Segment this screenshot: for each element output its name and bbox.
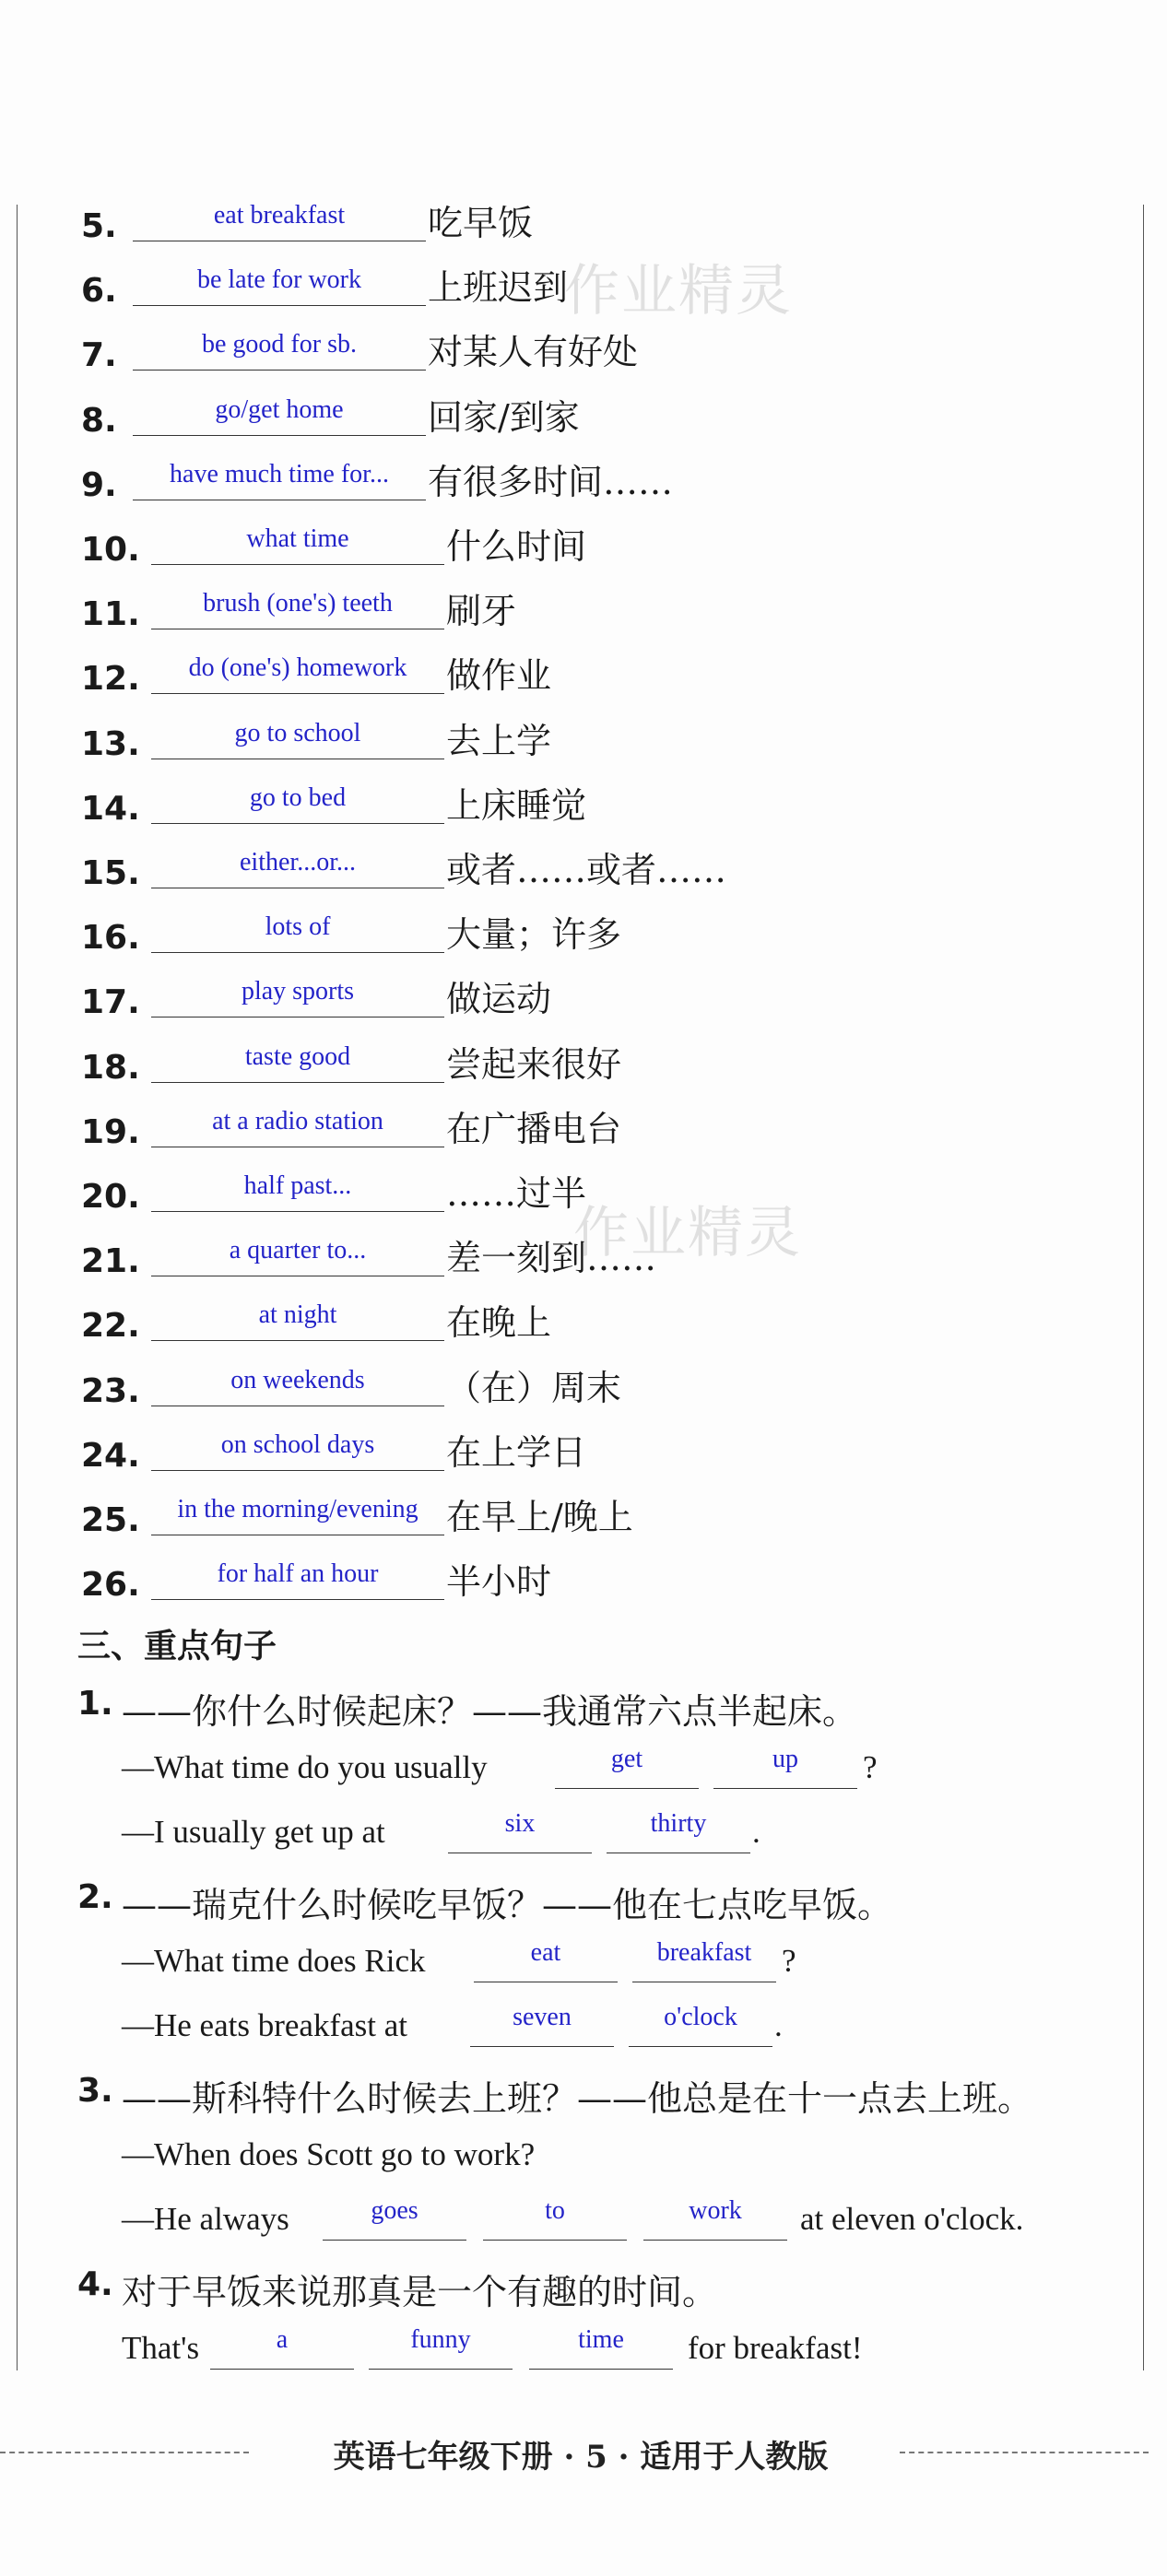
chinese-meaning: 在早上/晚上 — [446, 1497, 633, 1537]
blank-line — [210, 2369, 354, 2370]
phrase-row — [81, 971, 1114, 1027]
chinese-meaning: 有很多时间…… — [428, 462, 674, 502]
blank-line — [713, 1788, 857, 1789]
sentence-number: 2. — [77, 1878, 113, 1916]
answer-blank: work — [689, 2196, 742, 2225]
answer-blank: breakfast — [656, 1938, 752, 1967]
item-number: 21. — [81, 1242, 140, 1280]
item-number: 7. — [81, 336, 117, 374]
blank-line — [151, 564, 444, 565]
phrase-row — [81, 842, 1114, 898]
footer-divider — [0, 2452, 249, 2453]
phrase-row — [81, 1295, 1114, 1350]
answer-blank: six — [504, 1809, 536, 1838]
handwritten-answer: lots of — [265, 912, 331, 941]
chinese-meaning: 做作业 — [446, 655, 552, 696]
phrase-row — [81, 1037, 1114, 1092]
blank-line — [483, 2240, 627, 2241]
handwritten-answer: be good for sb. — [202, 330, 357, 359]
handwritten-answer: for half an hour — [217, 1559, 379, 1588]
sentence-chinese: ——瑞克什么时候吃早饭？——他在七点吃早饭。 — [122, 1885, 893, 1925]
item-number: 8. — [81, 402, 117, 440]
item-number: 5. — [81, 207, 117, 245]
sentence-question: —What time do you usually — [122, 1749, 488, 1785]
blank-line — [133, 305, 426, 306]
answer-blank: o'clock — [664, 2003, 737, 2031]
handwritten-answer: a quarter to... — [229, 1236, 367, 1264]
blank-line — [643, 2240, 787, 2241]
handwritten-answer: what time — [246, 524, 349, 553]
sentence-number: 1. — [77, 1685, 113, 1723]
answer-blank: eat — [530, 1938, 561, 1967]
chinese-meaning: 回家/到家 — [428, 397, 580, 438]
phrase-row — [81, 583, 1114, 639]
phrase-row — [81, 390, 1114, 445]
item-number: 15. — [81, 854, 140, 892]
punctuation: ? — [782, 1943, 796, 1979]
handwritten-answer: play sports — [241, 977, 355, 1006]
handwritten-answer: go to school — [234, 719, 361, 747]
watermark: 作业精灵 — [564, 259, 793, 323]
answer-blank: time — [578, 2325, 624, 2354]
punctuation: . — [752, 1814, 760, 1850]
page-footer — [0, 2424, 1167, 2479]
blank-line — [133, 435, 426, 436]
blank-line — [151, 693, 444, 694]
item-number: 26. — [81, 1566, 140, 1604]
chinese-meaning: 吃早饭 — [428, 203, 534, 243]
phrase-row — [81, 713, 1114, 769]
answer-blank: to — [545, 2196, 565, 2225]
item-number: 22. — [81, 1307, 140, 1345]
answer-blank: a — [276, 2325, 289, 2354]
blank-line — [369, 2369, 513, 2370]
sentence-answer: —I usually get up at — [122, 1814, 385, 1850]
handwritten-answer: brush (one's) teeth — [203, 589, 393, 618]
phrase-row — [81, 454, 1114, 510]
footer-divider — [900, 2452, 1149, 2453]
sentence-chinese: ——斯科特什么时候去上班？——他总是在十一点去上班。 — [122, 2078, 1033, 2119]
phrase-row — [81, 648, 1114, 703]
item-number: 16. — [81, 919, 140, 957]
handwritten-answer: on weekends — [230, 1366, 365, 1394]
chinese-meaning: 做运动 — [446, 979, 552, 1019]
item-number: 23. — [81, 1372, 140, 1410]
handwritten-answer: eat breakfast — [213, 201, 346, 229]
item-number: 10. — [81, 531, 140, 569]
chinese-meaning: 在晚上 — [446, 1302, 552, 1343]
sentence-answer: —He eats breakfast at — [122, 2007, 407, 2043]
answer-blank: seven — [513, 2003, 572, 2031]
sentence-number: 4. — [77, 2265, 113, 2303]
item-number: 11. — [81, 595, 140, 633]
chinese-meaning: 大量；许多 — [446, 914, 622, 955]
handwritten-answer: taste good — [244, 1042, 351, 1071]
footer-text: 英语七年级下册 · 5 · 适用于人教版 — [333, 2439, 829, 2476]
phrase-row — [81, 907, 1114, 962]
sentence-tail: at eleven o'clock. — [800, 2201, 1024, 2237]
watermark: 作业精灵 — [573, 1201, 802, 1265]
handwritten-answer: go to bed — [249, 783, 347, 812]
blank-line — [151, 1211, 444, 1212]
phrase-row — [81, 519, 1114, 574]
sentence-question: —What time does Rick — [122, 1943, 426, 1979]
blank-line — [323, 2240, 466, 2241]
phrase-row — [81, 1360, 1114, 1416]
punctuation: . — [774, 2007, 783, 2043]
chinese-meaning: 或者……或者…… — [446, 850, 727, 890]
punctuation: ? — [863, 1749, 878, 1785]
left-margin-rule — [17, 205, 18, 2370]
phrase-row — [81, 1425, 1114, 1480]
handwritten-answer: do (one's) homework — [188, 653, 407, 682]
blank-line — [151, 1470, 444, 1471]
item-number: 6. — [81, 272, 117, 310]
sentence-question: —When does Scott go to work? — [122, 2136, 536, 2172]
blank-line — [529, 2369, 673, 2370]
right-margin-rule — [1143, 205, 1144, 2370]
sentence-tail: for breakfast! — [688, 2330, 863, 2366]
item-number: 12. — [81, 660, 140, 698]
chinese-meaning: 尝起来很好 — [446, 1044, 622, 1085]
answer-blank: goes — [371, 2196, 418, 2225]
chinese-meaning: 刷牙 — [446, 591, 517, 631]
item-number: 13. — [81, 725, 140, 763]
chinese-meaning: （在）周末 — [446, 1368, 622, 1408]
handwritten-answer: be late for work — [196, 265, 362, 294]
section-title: 三、重点句子 — [77, 1628, 277, 1665]
blank-line — [470, 2046, 614, 2047]
item-number: 19. — [81, 1113, 140, 1151]
handwritten-answer: have much time for... — [170, 460, 389, 488]
item-number: 18. — [81, 1049, 140, 1087]
blank-line — [151, 952, 444, 953]
answer-blank: thirty — [650, 1809, 707, 1838]
chinese-meaning: 上班迟到 — [428, 267, 569, 308]
answer-blank: funny — [410, 2325, 471, 2354]
chinese-meaning: ……过半 — [446, 1173, 587, 1214]
sentence-number: 3. — [77, 2072, 113, 2110]
blank-line — [151, 1599, 444, 1600]
sentence-chinese: 对于早饭来说那真是一个有趣的时间。 — [122, 2272, 718, 2312]
chinese-meaning: 半小时 — [446, 1561, 552, 1602]
sentence-answer: —He always — [122, 2201, 289, 2237]
chinese-meaning: 去上学 — [446, 721, 552, 761]
item-number: 20. — [81, 1178, 140, 1216]
handwritten-answer: at night — [258, 1300, 337, 1329]
blank-line — [555, 1788, 699, 1789]
item-number: 14. — [81, 790, 140, 828]
chinese-meaning: 上床睡觉 — [446, 785, 587, 826]
item-number: 24. — [81, 1437, 140, 1475]
item-number: 17. — [81, 983, 140, 1021]
blank-line — [151, 1082, 444, 1083]
blank-line — [629, 2046, 772, 2047]
phrase-row — [81, 1489, 1114, 1545]
chinese-meaning: 在广播电台 — [446, 1109, 622, 1149]
handwritten-answer: on school days — [220, 1430, 375, 1459]
chinese-meaning: 对某人有好处 — [428, 332, 639, 372]
phrase-row — [81, 1554, 1114, 1609]
blank-line — [151, 823, 444, 824]
blank-line — [151, 1340, 444, 1341]
handwritten-answer: either...or... — [240, 848, 356, 876]
chinese-meaning: 什么时间 — [446, 526, 587, 567]
chinese-meaning: 差一刻到…… — [446, 1238, 657, 1278]
phrase-row — [81, 778, 1114, 833]
chinese-meaning: 在上学日 — [446, 1432, 587, 1473]
blank-line — [133, 370, 426, 371]
item-number: 25. — [81, 1501, 140, 1539]
sentence-chinese: ——你什么时候起床？——我通常六点半起床。 — [122, 1691, 858, 1732]
sentence-english: That's — [122, 2330, 200, 2366]
phrase-row — [81, 324, 1114, 380]
answer-blank: get — [610, 1745, 643, 1773]
handwritten-answer: in the morning/evening — [177, 1495, 418, 1523]
handwritten-answer: at a radio station — [212, 1107, 383, 1135]
phrase-row — [81, 1101, 1114, 1157]
answer-blank: up — [772, 1745, 798, 1773]
phrase-row — [81, 195, 1114, 251]
handwritten-answer: go/get home — [215, 395, 344, 424]
handwritten-answer: half past... — [243, 1171, 352, 1200]
item-number: 9. — [81, 466, 117, 504]
